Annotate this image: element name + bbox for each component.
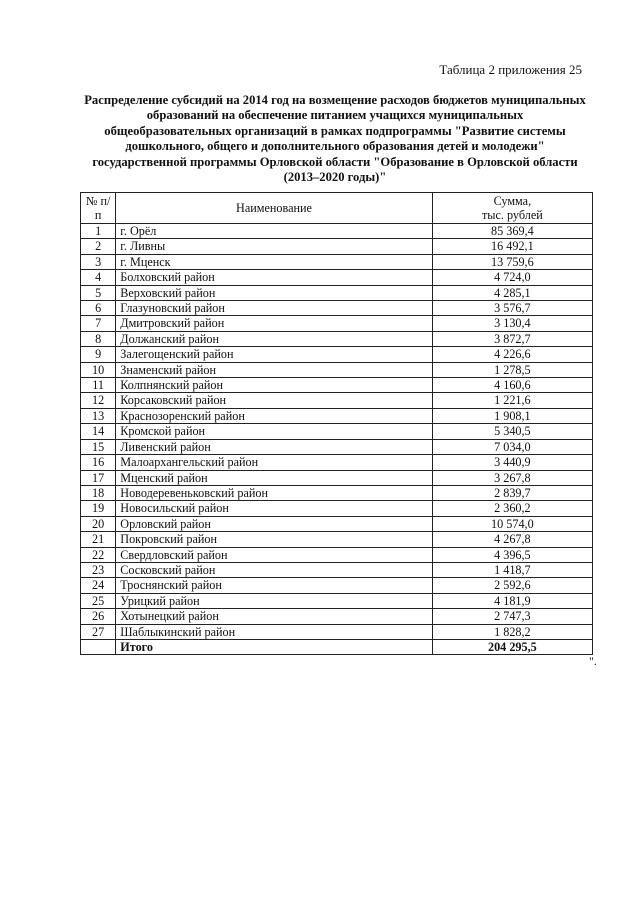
row-number: 8 [81, 331, 116, 346]
header-row [81, 193, 593, 224]
row-name: Колпнянский район [116, 378, 432, 393]
row-sum: 3 267,8 [432, 470, 592, 485]
row-sum: 2 592,6 [432, 578, 592, 593]
row-sum: 3 130,4 [432, 316, 592, 331]
row-number: 20 [81, 516, 116, 531]
row-name: г. Мценск [116, 254, 432, 269]
table-row [81, 609, 593, 624]
table-row [81, 470, 593, 485]
row-name: Новосильский район [116, 501, 432, 516]
row-sum: 1 221,6 [432, 393, 592, 408]
total-number [81, 639, 116, 654]
title-line: государственной программы Орловской области "Образование в Орловской области [92, 154, 578, 169]
row-number: 27 [81, 624, 116, 639]
row-number: 2 [81, 239, 116, 254]
table-row [81, 239, 593, 254]
row-number: 14 [81, 424, 116, 439]
title-line: дошкольного, общего и дополнительного образования детей и молодежи" [125, 139, 545, 154]
row-name: г. Орёл [116, 224, 432, 239]
row-number: 18 [81, 485, 116, 500]
row-sum: 16 492,1 [432, 239, 592, 254]
row-sum: 7 034,0 [432, 439, 592, 454]
column-header-name: Наименование [116, 193, 432, 224]
row-sum: 4 160,6 [432, 378, 592, 393]
row-name: Верховский район [116, 285, 432, 300]
row-name: Кромской район [116, 424, 432, 439]
row-name: Троснянский район [116, 578, 432, 593]
row-name: Хотынецкий район [116, 609, 432, 624]
table-row [81, 270, 593, 285]
total-row [81, 639, 593, 654]
title-line: Распределение субсидий на 2014 год на возмещение расходов бюджетов муниципальных [84, 93, 586, 107]
row-name: Мценский район [116, 470, 432, 485]
table-row [81, 547, 593, 562]
row-number: 11 [81, 378, 116, 393]
row-number: 1 [81, 224, 116, 239]
row-number: 4 [81, 270, 116, 285]
row-name: Сосковский район [116, 562, 432, 577]
row-number: 19 [81, 501, 116, 516]
row-sum: 1 418,7 [432, 562, 592, 577]
row-number: 17 [81, 470, 116, 485]
column-header-sum-line2: тыс. рублей [481, 208, 543, 222]
row-sum: 5 340,5 [432, 424, 592, 439]
row-number: 23 [81, 562, 116, 577]
row-name: Корсаковский район [116, 393, 432, 408]
table-row [81, 578, 593, 593]
row-name: Глазуновский район [116, 301, 432, 316]
table-row [81, 301, 593, 316]
row-name: Должанский район [116, 331, 432, 346]
row-name: г. Ливны [116, 239, 432, 254]
table-row [81, 285, 593, 300]
row-name: Орловский район [116, 516, 432, 531]
row-name: Залегощенский район [116, 347, 432, 362]
row-name: Новодеревеньковский район [116, 485, 432, 500]
row-name: Дмитровский район [116, 316, 432, 331]
table-row [81, 485, 593, 500]
row-number: 16 [81, 455, 116, 470]
table-body [81, 224, 593, 655]
table-row [81, 347, 593, 362]
row-sum: 85 369,4 [432, 224, 592, 239]
row-number: 9 [81, 347, 116, 362]
table-row [81, 424, 593, 439]
table-row [81, 562, 593, 577]
table-row [81, 378, 593, 393]
title-line: (2013–2020 годы)" [283, 170, 387, 185]
row-sum: 2 360,2 [432, 501, 592, 516]
document-title [70, 93, 600, 185]
table-row [81, 516, 593, 531]
subsidy-table [80, 192, 593, 655]
row-sum: 1 828,2 [432, 624, 592, 639]
row-number: 3 [81, 254, 116, 269]
table-row [81, 532, 593, 547]
row-sum: 1 278,5 [432, 362, 592, 377]
row-name: Покровский район [116, 532, 432, 547]
row-sum: 10 574,0 [432, 516, 592, 531]
table-row [81, 224, 593, 239]
total-sum: 204 295,5 [432, 639, 592, 654]
row-sum: 4 181,9 [432, 593, 592, 608]
row-number: 7 [81, 316, 116, 331]
row-sum: 3 440,9 [432, 455, 592, 470]
table-row [81, 624, 593, 639]
total-label: Итого [116, 639, 432, 654]
row-sum: 3 576,7 [432, 301, 592, 316]
row-name: Ливенский район [116, 439, 432, 454]
row-number: 5 [81, 285, 116, 300]
row-number: 21 [81, 532, 116, 547]
row-number: 22 [81, 547, 116, 562]
row-sum: 4 285,1 [432, 285, 592, 300]
table-header [81, 193, 593, 224]
row-name: Свердловский район [116, 547, 432, 562]
row-number: 25 [81, 593, 116, 608]
row-name: Урицкий район [116, 593, 432, 608]
row-sum: 4 267,8 [432, 532, 592, 547]
row-name: Знаменский район [116, 362, 432, 377]
row-sum: 4 724,0 [432, 270, 592, 285]
row-sum: 3 872,7 [432, 331, 592, 346]
row-name: Болховский район [116, 270, 432, 285]
row-number: 15 [81, 439, 116, 454]
table-row [81, 254, 593, 269]
title-line: общеобразовательных организаций в рамках подпрограммы "Развитие системы [104, 123, 566, 138]
column-header-number: № п/п [81, 193, 116, 224]
row-sum: 13 759,6 [432, 254, 592, 269]
table-row [81, 439, 593, 454]
table-row [81, 408, 593, 423]
table-row [81, 501, 593, 516]
row-name: Краснозоренский район [116, 408, 432, 423]
table-row [81, 362, 593, 377]
title-line: образований на обеспечение питанием учащихся муниципальных [146, 108, 524, 123]
row-sum: 2 747,3 [432, 609, 592, 624]
appendix-reference: Таблица 2 приложения 25 [439, 62, 582, 77]
row-sum: 4 226,6 [432, 347, 592, 362]
row-sum: 1 908,1 [432, 408, 592, 423]
row-number: 12 [81, 393, 116, 408]
column-header-sum-line1: Сумма, [493, 194, 532, 208]
row-sum: 4 396,5 [432, 547, 592, 562]
row-number: 26 [81, 609, 116, 624]
table-row [81, 455, 593, 470]
row-number: 10 [81, 362, 116, 377]
closing-quote-mark: ". [589, 654, 597, 668]
table-row [81, 593, 593, 608]
table-row [81, 316, 593, 331]
row-name: Шаблыкинский район [116, 624, 432, 639]
row-number: 24 [81, 578, 116, 593]
table-row [81, 331, 593, 346]
row-sum: 2 839,7 [432, 485, 592, 500]
column-header-sum [432, 193, 592, 224]
row-number: 13 [81, 408, 116, 423]
row-name: Малоархангельский район [116, 455, 432, 470]
table-row [81, 393, 593, 408]
row-number: 6 [81, 301, 116, 316]
